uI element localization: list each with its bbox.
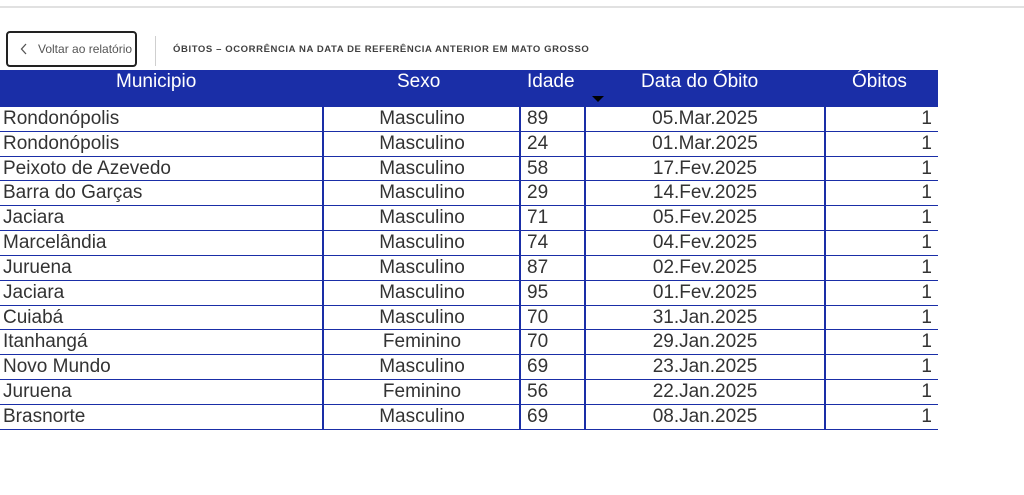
cell-idade: 71 — [527, 207, 549, 229]
cell-data-obito: 22.Jan.2025 — [652, 381, 758, 403]
cell-obitos: 1 — [921, 256, 932, 278]
cell-municipio: Cuiabá — [3, 306, 64, 328]
cell-data-obito: 23.Jan.2025 — [652, 356, 758, 378]
cell-idade: 74 — [527, 232, 549, 254]
cell-municipio: Juruena — [3, 256, 72, 278]
cell-municipio: Barra do Garças — [3, 182, 143, 204]
table-row[interactable] — [0, 157, 938, 182]
cell-municipio: Juruena — [3, 381, 72, 403]
table-row[interactable] — [0, 306, 938, 331]
cell-municipio: Brasnorte — [3, 405, 86, 427]
cell-obitos: 1 — [921, 331, 932, 353]
column-divider — [519, 107, 521, 430]
cell-obitos: 1 — [921, 182, 932, 204]
cell-obitos: 1 — [921, 232, 932, 254]
cell-municipio: Peixoto de Azevedo — [3, 157, 171, 179]
sort-descending-icon[interactable] — [592, 96, 604, 102]
cell-data-obito: 05.Fev.2025 — [652, 207, 758, 229]
top-divider — [0, 6, 1024, 8]
cell-obitos: 1 — [921, 108, 932, 129]
cell-municipio: Marcelândia — [3, 232, 107, 254]
column-header-idade[interactable]: Idade — [527, 71, 575, 92]
cell-idade: 70 — [527, 331, 549, 353]
column-divider — [584, 107, 586, 430]
cell-municipio: Rondonópolis — [3, 108, 120, 129]
table-row[interactable] — [0, 181, 938, 206]
cell-data-obito: 04.Fev.2025 — [652, 232, 758, 254]
cell-data-obito: 17.Fev.2025 — [652, 157, 758, 179]
table-row[interactable] — [0, 405, 938, 430]
column-header-sexo[interactable]: Sexo — [397, 71, 441, 92]
table-row[interactable] — [0, 231, 938, 256]
table-row[interactable] — [0, 132, 938, 157]
column-header-obitos[interactable]: Óbitos — [852, 71, 907, 92]
cell-municipio: Jaciara — [3, 207, 65, 229]
table-header — [0, 70, 938, 107]
cell-sexo: Masculino — [379, 405, 465, 427]
cell-data-obito: 08.Jan.2025 — [652, 405, 758, 427]
column-header-municipio[interactable]: Municipio — [116, 71, 197, 92]
cell-data-obito: 01.Mar.2025 — [652, 132, 758, 154]
cell-data-obito: 29.Jan.2025 — [652, 331, 758, 353]
cell-sexo: Masculino — [379, 157, 465, 179]
table-row[interactable] — [0, 355, 938, 380]
cell-data-obito: 14.Fev.2025 — [652, 182, 758, 204]
cell-idade: 58 — [527, 157, 549, 179]
cell-municipio: Jaciara — [3, 281, 65, 303]
cell-municipio: Rondonópolis — [3, 132, 120, 154]
cell-idade: 95 — [527, 281, 549, 303]
cell-sexo: Masculino — [379, 182, 465, 204]
cell-obitos: 1 — [921, 405, 932, 427]
cell-idade: 56 — [527, 381, 549, 403]
cell-data-obito: 31.Jan.2025 — [652, 306, 758, 328]
table-body — [0, 107, 938, 430]
cell-data-obito: 01.Fev.2025 — [652, 281, 758, 303]
table-row[interactable] — [0, 330, 938, 355]
cell-idade: 29 — [527, 182, 549, 204]
cell-sexo: Masculino — [379, 108, 465, 129]
cell-sexo: Masculino — [379, 306, 465, 328]
back-to-report-button[interactable] — [6, 31, 137, 67]
cell-idade: 89 — [527, 108, 549, 129]
cell-sexo: Masculino — [379, 207, 465, 229]
chevron-left-icon — [14, 43, 34, 55]
cell-obitos: 1 — [921, 356, 932, 378]
cell-obitos: 1 — [921, 157, 932, 179]
cell-idade: 70 — [527, 306, 549, 328]
column-header-data-obito[interactable]: Data do Óbito — [641, 71, 759, 92]
table-row[interactable] — [0, 206, 938, 231]
column-divider — [824, 107, 826, 430]
cell-sexo: Masculino — [379, 256, 465, 278]
cell-obitos: 1 — [921, 306, 932, 328]
cell-idade: 69 — [527, 356, 549, 378]
cell-data-obito: 02.Fev.2025 — [652, 256, 758, 278]
cell-sexo: Masculino — [379, 356, 465, 378]
back-button-label: Voltar ao relatório — [38, 42, 133, 56]
data-table — [0, 70, 938, 430]
cell-obitos: 1 — [921, 132, 932, 154]
cell-obitos: 1 — [921, 281, 932, 303]
column-divider — [322, 107, 324, 430]
table-row[interactable] — [0, 281, 938, 306]
table-row[interactable] — [0, 107, 938, 132]
cell-sexo: Masculino — [379, 281, 465, 303]
cell-obitos: 1 — [921, 381, 932, 403]
cell-idade: 24 — [527, 132, 549, 154]
cell-sexo: Masculino — [379, 132, 465, 154]
cell-municipio: Itanhangá — [3, 331, 88, 353]
toolbar-separator — [155, 36, 156, 66]
cell-municipio: Novo Mundo — [3, 356, 111, 378]
cell-idade: 87 — [527, 256, 549, 278]
cell-obitos: 1 — [921, 207, 932, 229]
page-title: ÓBITOS – OCORRÊNCIA NA DATA DE REFERÊNCIA ANTERIOR EM MATO GROSSO — [173, 44, 590, 55]
cell-sexo: Feminino — [382, 331, 462, 353]
table-row[interactable] — [0, 256, 938, 281]
table-row[interactable] — [0, 380, 938, 405]
cell-data-obito: 05.Mar.2025 — [652, 108, 758, 129]
cell-sexo: Masculino — [379, 232, 465, 254]
cell-idade: 69 — [527, 405, 549, 427]
cell-sexo: Feminino — [382, 381, 462, 403]
